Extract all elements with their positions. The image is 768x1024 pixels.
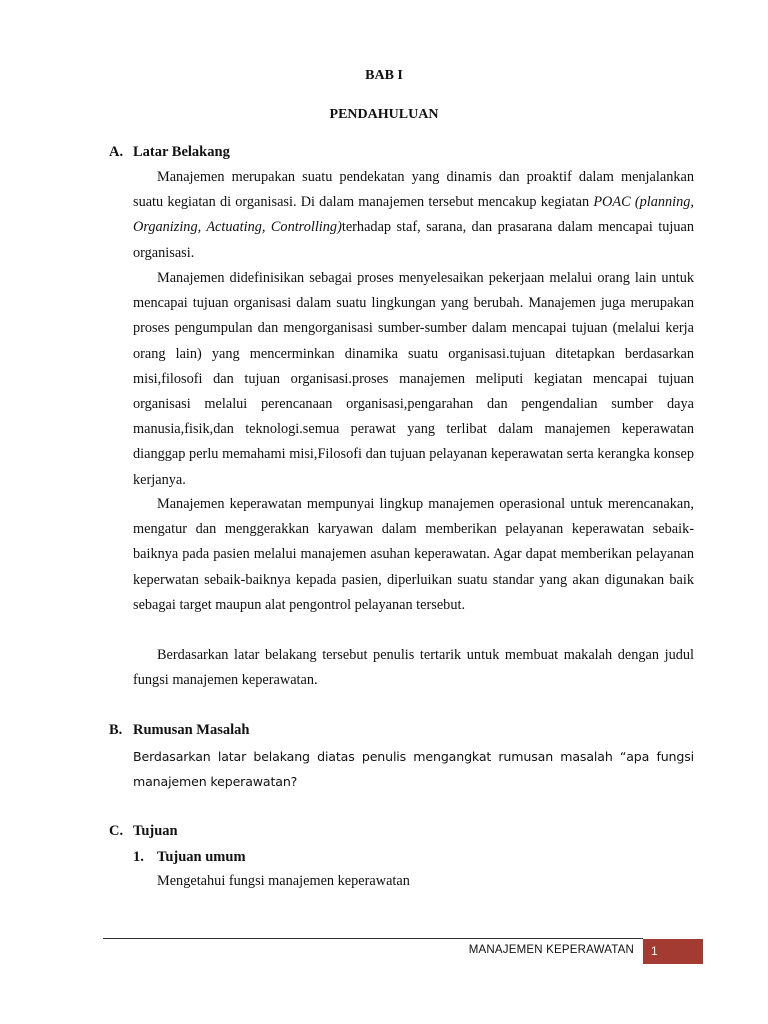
- section-c-heading: [109, 823, 178, 840]
- section-b-heading: [109, 722, 249, 739]
- paragraph-a2: Manajemen didefinisikan sebagai proses menyelesaikan pekerjaan melalui orang lain untuk mencapai tujuan organisasi dalam suatu lingkungan yang berubah. Manajemen juga merupakan proses pengumpulan dan mengorganisasi sumber-sumber dalam mencapai tujuan (melalui kerja orang lain) yang mencerminkan dinamika suatu organisasi.tujuan ditetapkan berdasarkan misi,filosofi dan tujuan organisasi.proses manajemen meliputi kegiatan mencapai tujuan organisasi melalui perencanaan organisasi,pengarahan dan pengendalian sumber daya manusia,fisik,dan teknologi.semua perawat yang terlibat dalam manajemen keperawatan dianggap perlu memahami misi,Filosofi dan tujuan pelayanan keperawatan serta kerangka konsep kerjanya.: [133, 270, 694, 488]
- subsection-c1-text: Mengetahui fungsi manajemen keperawatan: [157, 873, 410, 889]
- section-c-number: C.: [109, 823, 124, 839]
- section-a-title: Latar Belakang: [133, 144, 230, 160]
- subsection-c1-heading: [133, 849, 246, 866]
- footer-label: MANAJEMEN KEPERAWATAN: [468, 944, 634, 956]
- paragraph-a1-before: Manajemen merupakan suatu pendekatan yang dinamis dan proaktif dalam menjalankan suatu kegiatan di organisasi. Di dalam manajemen tersebut mencakup kegiatan: [133, 169, 694, 211]
- section-a-number: A.: [109, 144, 124, 160]
- paragraph-a3: Manajemen keperawatan mempunyai lingkup manajemen operasional untuk merencanakan, mengatur dan menggerakkan karyawan dalam memberikan pelayanan keperawatan sebaik-baiknya pada pasien melalui manajemen asuhan keperawatan. Agar dapat memberikan pelayanan keperwatan sebaik-baiknya kepada pasien, diperluikan suatu standar yang akan digunakan baik sebagai target maupun alat pengontrol pelayanan tersebut.: [133, 496, 694, 613]
- paragraph-b1: Berdasarkan latar belakang diatas penulis mengangkat rumusan masalah “apa fungsi manajemen keperawatan?: [133, 749, 694, 790]
- page-number-badge: 1: [643, 939, 703, 964]
- paragraph-a1: [133, 165, 694, 266]
- subsection-c1-title: Tujuan umum: [157, 849, 246, 865]
- chapter-label: BAB I: [365, 68, 403, 83]
- page-title: PENDAHULUAN: [329, 107, 439, 122]
- subsection-c1-number: 1.: [133, 849, 144, 865]
- paragraph-a4: Berdasarkan latar belakang tersebut penulis tertarik untuk membuat makalah dengan judul fungsi manajemen keperawatan.: [133, 647, 694, 689]
- footer-divider: [103, 938, 643, 939]
- section-b-number: B.: [109, 722, 123, 738]
- poac-term: POAC (planning, Organizing, Actuating, Controlling): [133, 194, 695, 236]
- section-b-title: Rumusan Masalah: [133, 722, 250, 738]
- section-c-title: Tujuan: [133, 823, 178, 839]
- paragraph-a1-after: terhadap staf, sarana, dan prasarana dalam mencapai tujuan organisasi.: [133, 219, 694, 261]
- section-a-heading: [109, 144, 230, 161]
